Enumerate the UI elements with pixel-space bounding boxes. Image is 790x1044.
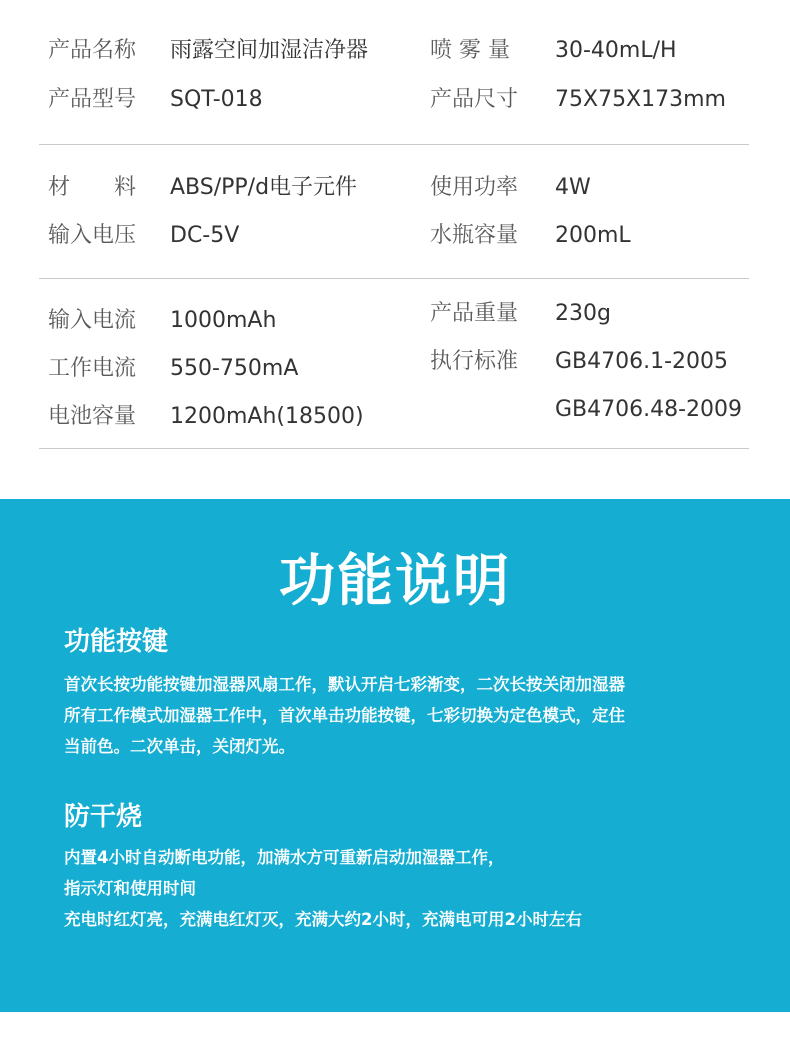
spec-value: GB4706.1-2005	[555, 349, 729, 374]
spec-label: 产品尺寸	[430, 87, 519, 112]
spec-value: 200mL	[555, 223, 631, 248]
spec-value: 30-40mL/H	[555, 38, 677, 63]
spec-value: 230g	[555, 301, 611, 326]
feature-panel	[0, 499, 790, 1012]
spec-label: 喷 雾 量	[430, 38, 510, 63]
section-title-button: 功能按键	[64, 627, 169, 657]
spec-label: 水瓶容量	[430, 223, 519, 248]
spec-table	[0, 0, 790, 500]
spec-value: 75X75X173mm	[555, 87, 726, 112]
section-text-line: 所有工作模式加湿器工作中，首次单击功能按键，七彩切换为定色模式，定住	[64, 706, 625, 725]
spec-value: 1000mAh	[170, 308, 277, 333]
spec-value: GB4706.48-2009	[555, 397, 743, 422]
feature-title: 功能说明	[279, 549, 511, 614]
section-text-line: 指示灯和使用时间	[64, 879, 196, 898]
spec-label: 材 料	[48, 175, 137, 200]
spec-label: 使用功率	[430, 175, 519, 200]
spec-label: 工作电流	[48, 356, 137, 381]
spec-label: 产品重量	[430, 301, 519, 326]
divider	[39, 448, 749, 449]
spec-label: 执行标准	[430, 349, 519, 374]
spec-value: DC-5V	[170, 223, 240, 248]
spec-value: 1200mAh(18500)	[170, 404, 364, 429]
section-text-line: 内置4小时自动断电功能，加满水方可重新启动加湿器工作，	[64, 848, 505, 867]
spec-label: 产品型号	[48, 87, 137, 112]
spec-label: 产品名称	[48, 38, 137, 63]
spec-value: ABS/PP/d电子元件	[170, 175, 358, 200]
section-title-dry-burn: 防干烧	[64, 802, 143, 832]
footer-strip	[0, 1012, 790, 1044]
spec-label: 输入电流	[48, 308, 137, 333]
spec-label: 输入电压	[48, 223, 137, 248]
divider	[39, 144, 749, 145]
spec-value: 550-750mA	[170, 356, 299, 381]
spec-value: 4W	[555, 175, 591, 200]
section-text-line: 充电时红灯亮，充满电红灯灭，充满大约2小时，充满电可用2小时左右	[64, 910, 582, 929]
section-text-line: 当前色。二次单击，关闭灯光。	[64, 737, 295, 756]
section-text-line: 首次长按功能按键加湿器风扇工作，默认开启七彩渐变，二次长按关闭加湿器	[64, 675, 625, 694]
spec-value: 雨露空间加湿洁净器	[170, 38, 369, 63]
spec-value: SQT-018	[170, 87, 263, 112]
spec-label: 电池容量	[48, 404, 137, 429]
divider	[39, 278, 749, 279]
